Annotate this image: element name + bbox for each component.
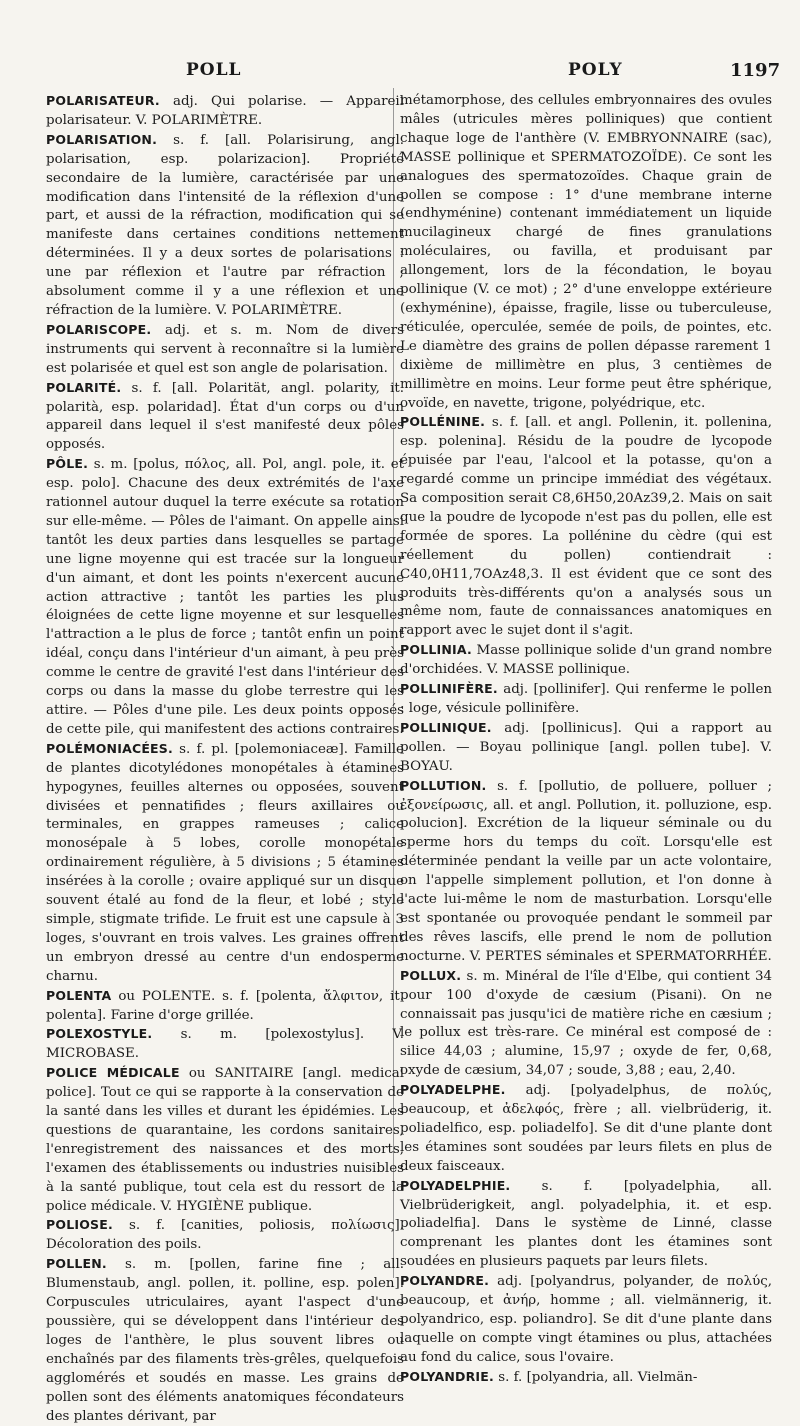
entry-definition: Masse pollinique solide d'un grand nombre d'orchidées. V. MASSE pollinique. [400,643,772,678]
entry-headword: PÔLE. [46,456,89,472]
entry-definition: s. f. [all. Polarisirung, angl. polarisation, esp. polarizacion]. Propriété secondaire de la lumière, caractérisée par une modification dans l'intensité de la réflexion d'une part, et aussi de la réfraction, modification qui se manifeste dans certaines conditions nettement déterminées. Il y a deux sortes de polarisations : une par réflexion et l'autre par réfraction ; absolument comme il y a une réflexion et une réfraction de la lumière. V. POLARIMÈTRE. [46,132,404,318]
entry-definition: s. f. [polyandria, all. Vielmän- [493,1369,698,1385]
left-column [46,92,405,1424]
entry-definition: s. f. [all. Polarität, angl. polarity, it. polarità, esp. polaridad]. État d'un corps ou d'un appareil dans lequel il s'est manifesté deux pôles opposés. [46,380,404,453]
entry-headword: POLLINIFÈRE. [400,681,498,697]
entry-headword: POLENTA [46,987,112,1003]
dictionary-entry [46,1255,404,1426]
entry-definition: adj. et s. m. Nom de divers instruments qui servent à reconnaître si la lumière est polarisée et quel est son angle de polarisation. [46,322,404,376]
page-number: 1197 [730,60,781,81]
dictionary-entry [46,131,404,321]
dictionary-entry [400,1081,772,1177]
entry-headword: POLIOSE. [46,1217,113,1233]
entry-definition: adj. [polyadelphus, de πολύς, beaucoup, et ἀδελφός, frère ; all. vielbrüderig, it. poliadelfico, esp. poliadelfo]. Se dit d'une plante dont les étamines sont soudées par leurs filets en plus de deux faisceaux. [400,1083,772,1174]
dictionary-entry [400,1177,772,1273]
dictionary-entry [46,379,404,456]
dictionary-entry [46,740,404,987]
dictionary-entry [400,413,772,641]
dictionary-entry [400,719,772,777]
entry-headword: POLICE MÉDICALE [46,1065,180,1081]
dictionary-entry [46,1064,404,1216]
entry-definition: s. m. Minéral de l'île d'Elbe, qui contient 34 pour 100 d'oxyde de cæsium (Pisani). On ne connaissait pas jusqu'ici de matière riche en cæsium ; le pollux est très-rare. Ce minéral est composé de : silice 44,03 ; alumine, 15,97 ; oxyde de fer, 0,68, oxyde de cæsium, 34,07 ; soude, 3,88 ; eau, 2,40. [400,968,772,1079]
entry-headword: POLÉMONIACÉES. [46,740,173,756]
entry-definition: s. f. [canities, poliosis, πολίωσις]. Décoloration des poils. [46,1218,404,1253]
entry-definition: métamorphose, des cellules embryonnaires des ovules mâles (utricules mères polliniques) que contient chaque loge de l'anthère (V. EMBRYONNAIRE (sac), MASSE pollinique et SPERMATOZOÏDE). Ce sont les analogues des spermatozoïdes. Chaque grain de pollen se compose : 1° d'une membrane interne (endhyménine) contenant immédiatement un liquide mucilagineux chargé de fines granulations moléculaires, ou favilla, et produisant par allongement, lors de la fécondation, le boyau pollinique (V. ce mot) ; 2° d'une enveloppe extérieure (exhyménine), épaisse, fragile, lisse ou tuberculeuse, réticulée, operculée, semée de poils, de pointes, etc. Le diamètre des grains de pollen dépasse rarement 1 dixième de millimètre en plus, 3 centièmes de millimètre en moins. Leur forme peut être sphérique, ovoïde, en navette, trigone, polyédrique, etc. [400,93,772,411]
entry-headword: POLYANDRIE. [400,1368,494,1384]
entry-headword: POLYANDRE. [400,1273,490,1289]
entry-headword: POLLINIA. [400,642,472,658]
entry-definition: ou POLENTE. s. f. [polenta, ἄλφιτον, it. polenta]. Farine d'orge grillée. [46,988,404,1023]
dictionary-entry [46,1025,404,1064]
right-column [400,92,772,1385]
dictionary-entry [46,455,404,740]
entry-headword: POLLUX. [400,967,462,983]
entry-headword: POLLÉNINE. [400,414,486,430]
entry-definition: s. f. [pollutio, de polluere, polluer ; ἐξονείρωσις, all. et angl. Pollution, it. polluzione, esp. polucion]. Excrétion de la liqueur séminale ou du sperme hors du temps du coït. Lorsqu'elle est déterminée pendant la veille par un acte volontaire, on l'appelle simplement pollution, et l'on donne à l'acte lui-même le nom de masturbation. Lorsqu'elle est spontanée ou provoquée pendant le sommeil par des rêves lascifs, elle prend le nom de pollution nocturne. V. PERTES séminales et SPERMATORRHÉE. [400,778,772,964]
entry-headword: POLYADELPHIE. [400,1177,511,1193]
entry-definition: adj. [pollinifer]. Qui renferme le pollen : loge, vésicule pollinifère. [400,682,772,716]
entry-headword: POLLINIQUE. [400,719,492,735]
running-head-right: POLY [568,60,623,80]
dictionary-entry [400,641,772,680]
entry-definition: s. f. pl. [polemoniaceæ]. Famille de plantes dicotylédones monopétales à étamines hypogynes, feuilles alternes ou opposées, souvent divisées et pennatifides ; fleurs axillaires ou terminales, en grappes rameuses ; calice monosépale à 5 lobes, corolle monopétale ordinairement régulière, à 5 divisions ; 5 étamines insérées à la corolle ; ovaire appliqué sur un disque souvent étalé au fond de la fleur, et lobé ; style simple, stigmate trifide. Le fruit est une capsule à 3 loges, s'ouvrant en trois valves. Les graines offrent un embryon dressé au centre d'un endosperme charnu. [46,741,404,984]
entry-definition: s. m. [pollen, farine fine ; all. Blumenstaub, angl. pollen, it. polline, esp. polen]. Corpuscules utriculaires, ayant l'aspect d'une poussière, qui se développent dans l'intérieur des loges de l'anthère, le plus souvent libres ou enchaînés par des filaments très-grêles, quelquefois agglomérés et soudés en masse. Les grains de pollen sont des éléments anatomiques fécondateurs des plantes dérivant, par [46,1257,404,1424]
entry-definition: s. f. [all. et angl. Pollenin, it. pollenina, esp. polenina]. Résidu de la poudre de lycopode épuisée par l'eau, l'alcool et la potasse, qu'on a regardé comme un principe immédiat des végétaux. Sa composition serait C8,6H50,20Az39,2. Mais on sait que la poudre de lycopode n'est pas du pollen, elle est formée de spores. La pollénine du cèdre (qui est réellement du pollen) contiendrait : C40,0H11,7OAz48,3. Il est évident que ce sont des produits très-différents qu'on a analysés sous un même nom, faute de connaissances anatomiques en rapport avec le sujet dont il s'agit. [400,415,772,639]
entry-headword: POLLUTION. [400,777,487,793]
entry-definition: s. f. [polyadelphia, all. Vielbrüderigkeit, angl. polyadelphia, it. et esp. poliadelfia]. Dans le système de Linné, classe comprenant les plantes dont les étamines sont soudées en plusieurs paquets par leurs filets. [400,1178,772,1270]
entry-headword: POLLEN. [46,1256,107,1272]
entry-definition: ou SANITAIRE [angl. medical police]. Tout ce qui se rapporte à la conservation de la santé dans les villes et durant les épidémies. Les questions de quarantaine, les cordons sanitaires, l'enregistrement des naissances et des morts, l'examen des établissements ou industries nuisibles à la santé publique, tout cela est du ressort de la police médicale. V. HYGIÈNE publique. [46,1066,405,1214]
page-header [0,60,800,82]
dictionary-entry [400,967,772,1081]
dictionary-entry [46,321,404,379]
entry-definition: adj. [pollinicus]. Qui a rapport au pollen. — Boyau pollinique [angl. pollen tube]. V. BOYAU. [400,720,772,774]
dictionary-entry [46,1216,404,1255]
dictionary-entry [400,777,772,967]
dictionary-entry [46,92,404,131]
dictionary-entry [46,987,404,1026]
dictionary-entry [400,680,772,719]
dictionary-entry [400,1368,772,1388]
entry-definition: adj. [polyandrus, polyander, de πολύς, beaucoup, et ἀνήρ, homme ; all. vielmännerig, it. polyandrico, esp. poliandro]. Se dit d'une plante dans laquelle on compte vingt étamines ou plus, attachées au fond du calice, sous l'ovaire. [400,1274,772,1365]
entry-headword: POLYADELPHE. [400,1082,506,1098]
running-head-left: POLL [186,60,242,80]
entry-definition: s. m. [polus, πόλος, all. Pol, angl. pole, it. et esp. polo]. Chacune des deux extrémités de l'axe rationnel autour duquel la terre exécute sa rotation sur elle-même. — Pôles de l'aimant. On appelle ainsi tantôt les deux parties dans lesquelles se partage une ligne moyenne qui est tracée sur la longueur d'un aimant, et dont les points n'exercent aucune action attractive ; tantôt les parties les plus éloignées de cette ligne moyenne et sur lesquelles l'attraction a le plus de force ; tantôt enfin un point idéal, conçu dans l'intérieur d'un aimant, à peu près comme le centre de gravité l'est dans l'intérieur des corps ou dans la masse du globe terrestre qui les attire. — Pôles d'une pile. Les deux points opposés de cette pile, qui manifestent des actions contraires. [46,457,404,737]
entry-headword: POLARISCOPE. [46,321,152,337]
entry-definition: s. m. [polexostylus]. V. MICROBASE. [46,1027,404,1062]
dictionary-entry [400,1272,772,1368]
entry-headword: POLARISATEUR. [46,93,160,108]
entry-definition: adj. Qui polarise. — Appareil polarisateur. V. POLARIMÈTRE. [46,94,404,128]
entry-headword: POLARITÉ. [46,379,122,395]
dictionary-entry [400,92,772,413]
entry-headword: POLEXOSTYLE. [46,1026,153,1042]
entry-headword: POLARISATION. [46,131,158,147]
